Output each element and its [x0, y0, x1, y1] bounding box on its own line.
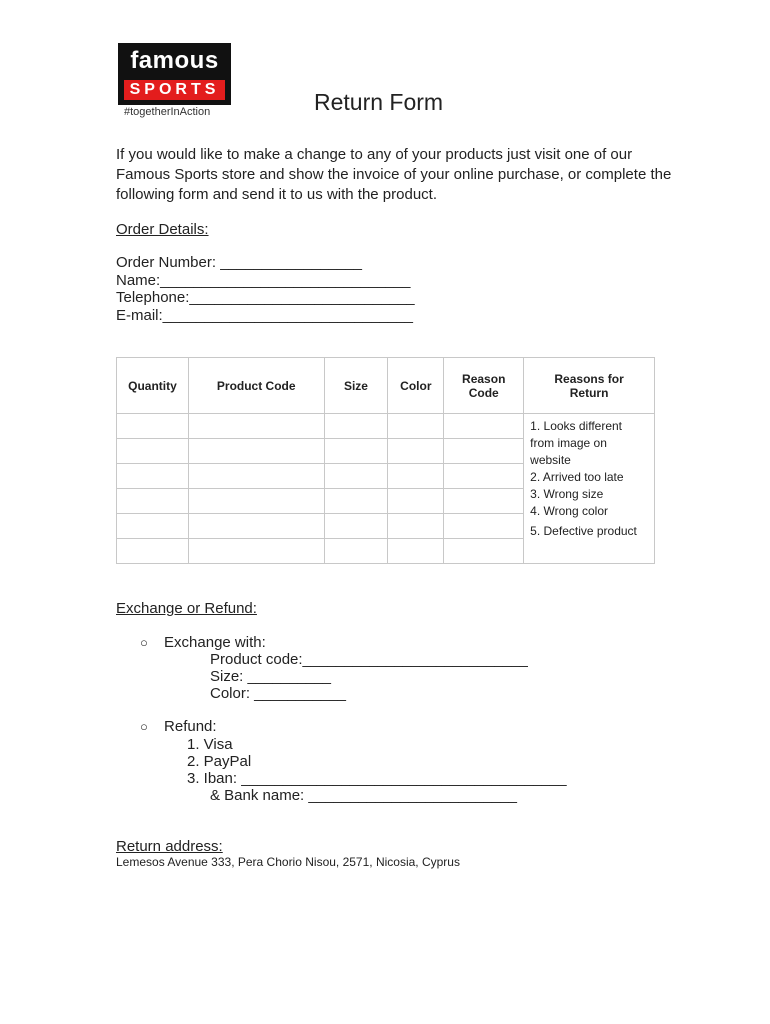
reason-item: 1. Looks different from image on website: [530, 419, 623, 467]
name-field[interactable]: Name:______________________________: [116, 271, 411, 289]
refund-item-paypal[interactable]: 2. PayPal: [187, 753, 252, 770]
email-field[interactable]: E-mail:______________________________: [116, 306, 413, 324]
cell-color[interactable]: [388, 489, 444, 514]
radio-circle-icon[interactable]: ○: [140, 719, 148, 734]
cell-size[interactable]: [324, 464, 388, 489]
cell-quantity[interactable]: [117, 439, 189, 464]
order-details-heading: Order Details:: [116, 221, 209, 238]
return-items-table: [116, 357, 655, 564]
header-product-code: Product Code: [188, 358, 324, 414]
cell-color[interactable]: [388, 414, 444, 439]
cell-product-code[interactable]: [188, 539, 324, 564]
cell-size[interactable]: [324, 439, 388, 464]
return-address-text: Lemesos Avenue 333, Pera Chorio Nisou, 2571, Nicosia, Cyprus: [116, 855, 460, 869]
famous-sports-logo: [118, 43, 231, 105]
header-size: Size: [324, 358, 388, 414]
reasons-list: [524, 414, 655, 564]
cell-reason-code[interactable]: [444, 514, 524, 539]
page-title: Return Form: [314, 89, 444, 115]
reason-item: 5. Defective product: [530, 524, 637, 538]
logo-sports-text: SPORTS: [124, 80, 225, 100]
cell-color[interactable]: [388, 539, 444, 564]
header-reasons-for-return: Reasons for Return: [524, 358, 655, 414]
bank-name-field[interactable]: & Bank name: _________________________: [210, 787, 517, 804]
cell-reason-code[interactable]: [444, 489, 524, 514]
order-details-fields: [116, 254, 415, 324]
reason-item: 4. Wrong color: [530, 504, 608, 518]
exchange-product-code-field[interactable]: Product code:___________________________: [210, 651, 528, 668]
cell-product-code[interactable]: [188, 514, 324, 539]
cell-size[interactable]: [324, 539, 388, 564]
order-number-field[interactable]: Order Number: _________________: [116, 254, 363, 271]
exchange-color-field[interactable]: Color: ___________: [210, 685, 346, 702]
cell-quantity[interactable]: [117, 414, 189, 439]
exchange-size-field[interactable]: Size: __________: [210, 668, 331, 685]
cell-color[interactable]: [388, 439, 444, 464]
cell-product-code[interactable]: [188, 489, 324, 514]
header-quantity: Quantity: [117, 358, 189, 414]
cell-product-code[interactable]: [188, 439, 324, 464]
exchange-refund-heading: Exchange or Refund:: [116, 600, 257, 617]
cell-product-code[interactable]: [188, 414, 324, 439]
return-address-heading: Return address:: [116, 838, 223, 855]
reason-item: 2. Arrived too late: [530, 470, 624, 484]
exchange-option[interactable]: [140, 634, 266, 651]
telephone-field[interactable]: Telephone:___________________________: [116, 289, 415, 306]
cell-quantity[interactable]: [117, 464, 189, 489]
cell-size[interactable]: [324, 414, 388, 439]
refund-item-visa[interactable]: 1. Visa: [187, 736, 233, 753]
exchange-label: Exchange with:: [164, 634, 266, 651]
cell-reason-code[interactable]: [444, 439, 524, 464]
intro-paragraph: If you would like to make a change to any of your products just visit one of our Famous Sports store and show the invoice of your online purchase, or complete the following form and send it to us with the product.: [116, 146, 672, 203]
refund-item-iban[interactable]: 3. Iban: _______________________________________: [187, 770, 567, 787]
reason-item: 3. Wrong size: [530, 487, 604, 501]
cell-quantity[interactable]: [117, 514, 189, 539]
cell-color[interactable]: [388, 514, 444, 539]
table-header-row: [117, 358, 655, 414]
logo-famous-text: famous: [130, 47, 219, 74]
refund-label: Refund:: [164, 718, 217, 735]
header-reason-code: Reason Code: [444, 358, 524, 414]
cell-size[interactable]: [324, 489, 388, 514]
cell-size[interactable]: [324, 514, 388, 539]
table-row: [117, 414, 655, 439]
cell-reason-code[interactable]: [444, 539, 524, 564]
radio-circle-icon[interactable]: ○: [140, 635, 148, 650]
cell-reason-code[interactable]: [444, 464, 524, 489]
cell-reason-code[interactable]: [444, 414, 524, 439]
refund-option[interactable]: [140, 718, 217, 735]
cell-color[interactable]: [388, 464, 444, 489]
cell-product-code[interactable]: [188, 464, 324, 489]
cell-quantity[interactable]: [117, 539, 189, 564]
header-color: Color: [388, 358, 444, 414]
logo-tagline: #togetherInAction: [124, 106, 211, 118]
cell-quantity[interactable]: [117, 489, 189, 514]
